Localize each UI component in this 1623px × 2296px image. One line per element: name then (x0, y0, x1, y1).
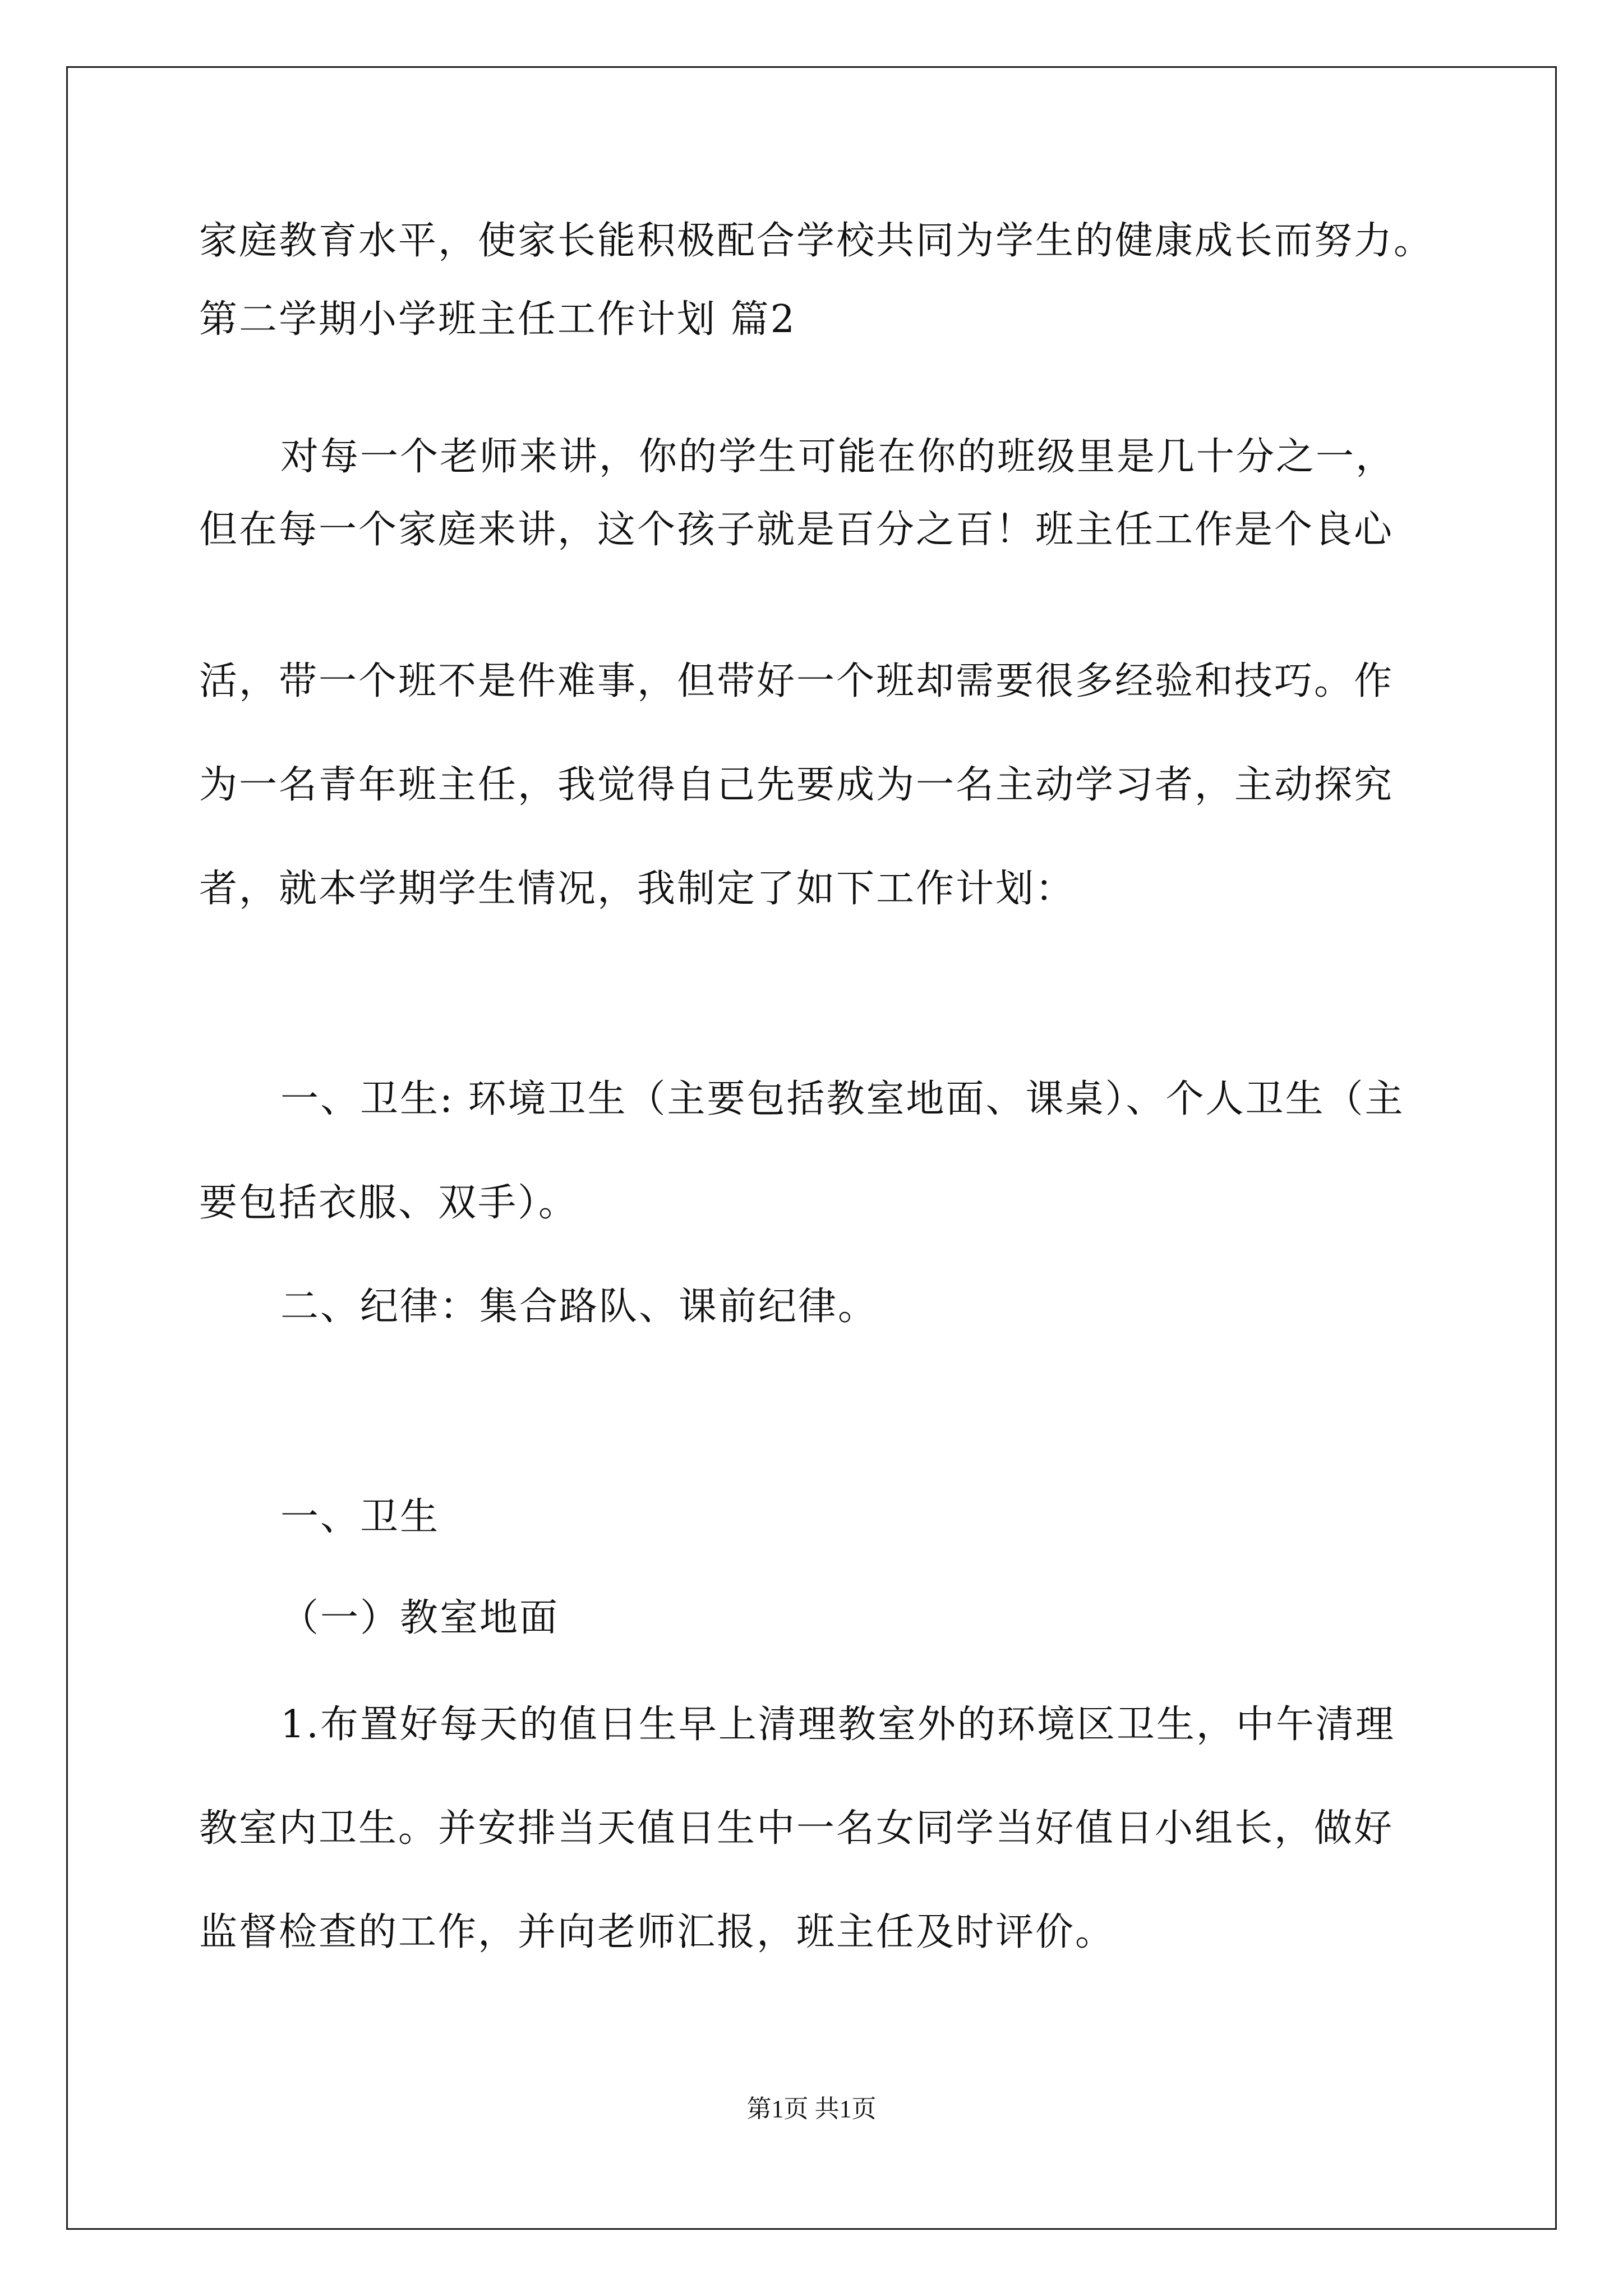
body-line-8: 一、卫生: 环境卫生（主要包括教室地面、课桌）、个人卫生（主 (280, 1077, 1405, 1121)
body-line-5: 活，带一个班不是件难事，但带好一个班却需要很多经验和技巧。作 (199, 659, 1394, 703)
page-border (66, 66, 1557, 2230)
body-line-14: 教室内卫生。并安排当天值日生中一名女同学当好值日小组长，做好 (199, 1806, 1394, 1851)
body-line-13: 1.布置好每天的值日生早上清理教室外的环境区卫生，中午清理 (280, 1703, 1395, 1747)
subheading-hygiene: 一、卫生 (280, 1495, 440, 1539)
body-line-10: 二、纪律：集合路队、课前纪律。 (280, 1285, 878, 1329)
body-line-6: 为一名青年班主任，我觉得自己先要成为一名主动学习者，主动探究 (199, 763, 1394, 807)
body-line-3: 对每一个老师来讲，你的学生可能在你的班级里是几十分之一， (280, 435, 1396, 479)
body-line-7: 者，就本学期学生情况，我制定了如下工作计划： (199, 867, 1076, 911)
body-line-1: 家庭教育水平，使家长能积极配合学校共同为学生的健康成长而努力。 (199, 219, 1434, 263)
body-line-4: 但在每一个家庭来讲，这个孩子就是百分之百！班主任工作是个良心 (199, 508, 1394, 552)
page-number-footer: 第1页 共1页 (746, 2095, 877, 2123)
section-heading: 第二学期小学班主任工作计划 篇2 (199, 297, 796, 342)
body-line-15: 监督检查的工作，并向老师汇报，班主任及时评价。 (199, 1910, 1115, 1954)
subheading-classroom-floor: （一）教室地面 (280, 1596, 560, 1640)
body-line-9: 要包括衣服、双手）。 (199, 1181, 579, 1225)
